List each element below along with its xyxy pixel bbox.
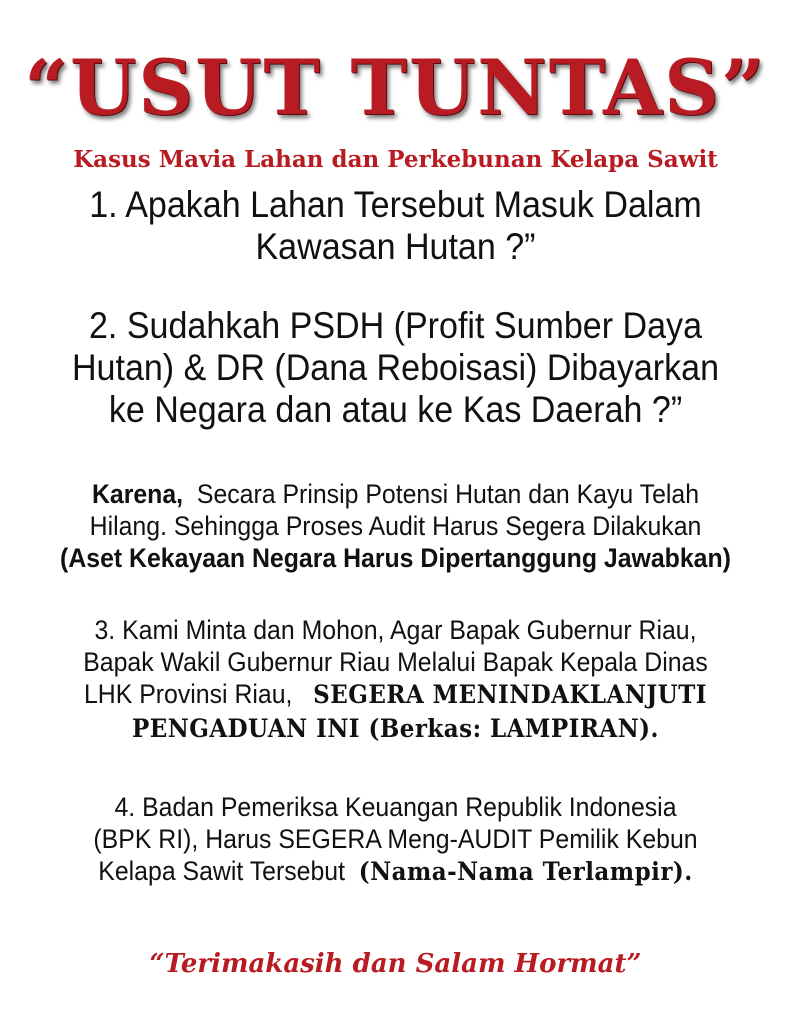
question-1 xyxy=(48,184,743,268)
point-4-line-1: 4. Badan Pemeriksa Keuangan Republik Indonesia xyxy=(114,792,677,822)
point-3-line-4: PENGADUAN INI (Berkas: LAMPIRAN). xyxy=(131,714,659,743)
question-2-line-3: ke Negara dan atau ke Kas Daerah ?” xyxy=(108,389,683,430)
point-3-emphasis: SEGERA MENINDAKLANJUTI xyxy=(313,680,707,709)
page-subtitle: Kasus Mavia Lahan dan Perkebunan Kelapa Sawit xyxy=(73,146,718,173)
reason-line-3: (Aset Kekayaan Negara Harus Dipertanggung Jawabkan) xyxy=(60,543,731,573)
point-3-line-2: Bapak Wakil Gubernur Riau Melalui Bapak Kepala Dinas xyxy=(83,647,708,677)
reason-line-2: Hilang. Sehingga Proses Audit Harus Segera Dilakukan xyxy=(89,511,702,541)
closing-greeting: “Terimakasih dan Salam Hormat” xyxy=(149,949,642,979)
point-4 xyxy=(48,791,743,888)
question-2-line-1: 2. Sudahkah PSDH (Profit Sumber Daya xyxy=(88,305,703,346)
reason-line-1 xyxy=(48,478,743,510)
point-3-line-3 xyxy=(48,678,743,711)
point-4-line-3 xyxy=(48,855,743,888)
question-2-line-2: Hutan) & DR (Dana Reboisasi) Dibayarkan xyxy=(71,347,720,388)
question-1-line-2: Kawasan Hutan ?” xyxy=(255,226,536,267)
reason-lead: Karena, xyxy=(91,479,184,509)
point-4-emphasis: (Nama-Nama Terlampir). xyxy=(358,857,693,886)
question-1-line-1: 1. Apakah Lahan Tersebut Masuk Dalam xyxy=(89,184,702,225)
question-2 xyxy=(48,305,743,431)
point-3-line-1: 3. Kami Minta dan Mohon, Agar Bapak Gubernur Riau, xyxy=(94,615,697,645)
point-3 xyxy=(48,614,743,747)
reason-paragraph xyxy=(48,478,743,574)
point-4-line-3-text: Kelapa Sawit Tersebut xyxy=(98,856,359,886)
point-4-line-2: (BPK RI), Harus SEGERA Meng-AUDIT Pemilik Kebun xyxy=(93,824,698,854)
point-3-line-3-text: LHK Provinsi Riau, xyxy=(83,679,314,709)
page-title: “USUT TUNTAS” xyxy=(24,43,767,132)
reason-line-1-text: Secara Prinsip Potensi Hutan dan Kayu Telah xyxy=(183,479,700,509)
